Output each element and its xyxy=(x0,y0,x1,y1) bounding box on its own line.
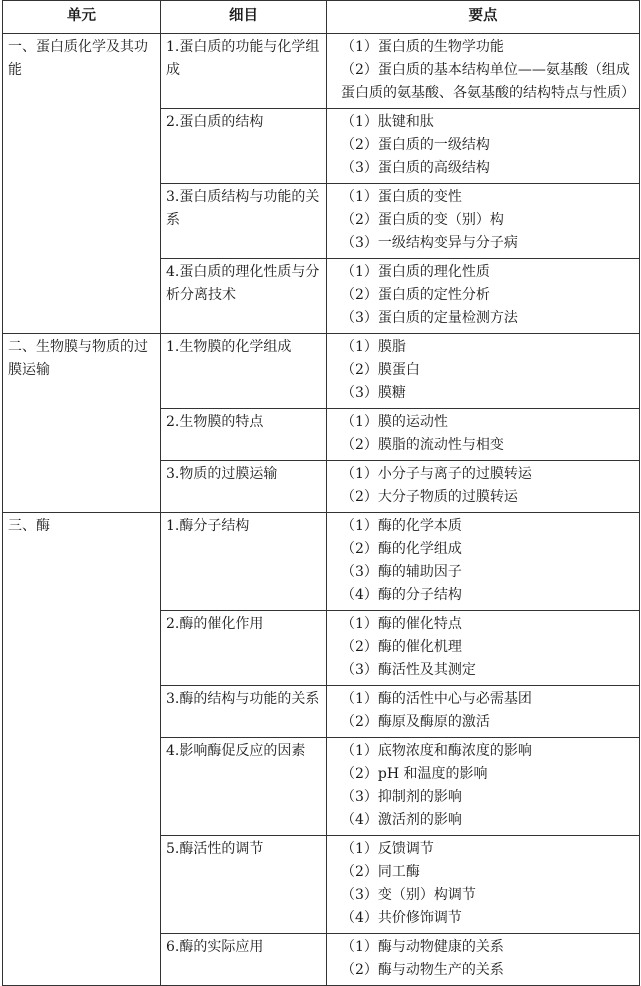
header-points: 要点 xyxy=(327,1,640,34)
key-point: （2）pH 和温度的影响 xyxy=(341,766,488,782)
key-point: （1）酶的催化特点 xyxy=(341,616,462,632)
key-point: （1）小分子与离子的过膜转运 xyxy=(341,466,532,482)
key-point: （2）膜蛋白 xyxy=(341,362,420,378)
key-point: （2）酶原及酶原的激活 xyxy=(341,714,490,730)
points-cell xyxy=(327,34,640,109)
item-name: 1.蛋白质的功能与化学组成 xyxy=(166,39,320,78)
key-point: （4）酶的分子结构 xyxy=(341,587,462,603)
key-point: （3）膜糖 xyxy=(341,385,406,401)
item-name: 4.影响酶促反应的因素 xyxy=(166,743,306,759)
points-cell xyxy=(327,513,640,611)
key-point: （1）酶的活性中心与必需基团 xyxy=(341,691,532,707)
points-cell xyxy=(327,738,640,836)
key-point: （2）同工酶 xyxy=(341,864,420,880)
key-point: （1）膜的运动性 xyxy=(341,414,448,430)
table-row xyxy=(3,34,640,109)
item-cell xyxy=(161,686,327,738)
unit-name: 二、生物膜与物质的过膜运输 xyxy=(8,339,148,378)
item-name: 2.生物膜的特点 xyxy=(166,414,264,430)
item-cell xyxy=(161,109,327,184)
item-cell xyxy=(161,738,327,836)
item-name: 1.酶分子结构 xyxy=(166,518,250,534)
item-cell xyxy=(161,836,327,934)
key-point: （1）蛋白质的生物学功能 xyxy=(341,39,504,55)
table-header xyxy=(3,1,640,34)
key-point: （3）变（别）构调节 xyxy=(341,887,476,903)
key-point: （1）酶与动物健康的关系 xyxy=(341,939,504,955)
item-name: 2.酶的催化作用 xyxy=(166,616,264,632)
key-point: （2）蛋白质的定性分析 xyxy=(341,287,490,303)
table-row xyxy=(3,513,640,611)
key-point: （3）抑制剂的影响 xyxy=(341,789,462,805)
item-cell xyxy=(161,934,327,986)
points-cell xyxy=(327,934,640,986)
item-cell xyxy=(161,513,327,611)
table-body xyxy=(3,34,640,986)
item-cell xyxy=(161,409,327,461)
item-name: 1.生物膜的化学组成 xyxy=(166,339,292,355)
unit-name: 三、酶 xyxy=(8,518,50,534)
key-point: （3）蛋白质的高级结构 xyxy=(341,160,490,176)
item-cell xyxy=(161,34,327,109)
item-cell xyxy=(161,461,327,513)
item-cell xyxy=(161,334,327,409)
key-point: （2）大分子物质的过膜转运 xyxy=(341,489,518,505)
table-row xyxy=(3,334,640,409)
key-point: （2）蛋白质的一级结构 xyxy=(341,137,490,153)
item-cell xyxy=(161,184,327,259)
item-cell xyxy=(161,611,327,686)
unit-cell xyxy=(3,34,161,334)
points-cell xyxy=(327,334,640,409)
key-point: （2）酶的催化机理 xyxy=(341,639,462,655)
points-cell xyxy=(327,461,640,513)
points-cell xyxy=(327,184,640,259)
unit-name: 一、蛋白质化学及其功能 xyxy=(8,39,148,78)
item-cell xyxy=(161,259,327,334)
item-name: 3.酶的结构与功能的关系 xyxy=(166,691,320,707)
key-point: （2）酶的化学组成 xyxy=(341,541,462,557)
item-name: 2.蛋白质的结构 xyxy=(166,114,264,130)
key-point: （1）蛋白质的变性 xyxy=(341,189,462,205)
key-point: （3）一级结构变异与分子病 xyxy=(341,235,518,251)
item-name: 3.物质的过膜运输 xyxy=(166,466,278,482)
key-point: （3）蛋白质的定量检测方法 xyxy=(341,310,518,326)
points-cell xyxy=(327,109,640,184)
key-point: （1）肽键和肽 xyxy=(341,114,434,130)
key-point: （1）蛋白质的理化性质 xyxy=(341,264,490,280)
points-cell xyxy=(327,686,640,738)
key-point: （3）酶活性及其测定 xyxy=(341,662,476,678)
item-name: 4.蛋白质的理化性质与分析分离技术 xyxy=(166,264,320,303)
header-row xyxy=(3,1,640,34)
key-point: （2）膜脂的流动性与相变 xyxy=(341,437,504,453)
item-name: 3.蛋白质结构与功能的关系 xyxy=(166,189,320,228)
key-point: （2）蛋白质的基本结构单位——氨基酸（组成蛋白质的氨基酸、各氨基酸的结构特点与性质） xyxy=(341,62,635,101)
key-point: （2）蛋白质的变（别）构 xyxy=(341,212,504,228)
syllabus-table xyxy=(2,0,640,986)
unit-cell xyxy=(3,334,161,513)
unit-cell xyxy=(3,513,161,986)
header-unit: 单元 xyxy=(3,1,161,34)
key-point: （1）反馈调节 xyxy=(341,841,434,857)
key-point: （1）底物浓度和酶浓度的影响 xyxy=(341,743,532,759)
points-cell xyxy=(327,611,640,686)
key-point: （4）共价修饰调节 xyxy=(341,910,462,926)
key-point: （4）激活剂的影响 xyxy=(341,812,462,828)
header-item: 细目 xyxy=(161,1,327,34)
points-cell xyxy=(327,409,640,461)
key-point: （1）酶的化学本质 xyxy=(341,518,462,534)
points-cell xyxy=(327,259,640,334)
key-point: （3）酶的辅助因子 xyxy=(341,564,462,580)
item-name: 6.酶的实际应用 xyxy=(166,939,264,955)
key-point: （1）膜脂 xyxy=(341,339,406,355)
points-cell xyxy=(327,836,640,934)
item-name: 5.酶活性的调节 xyxy=(166,841,264,857)
key-point: （2）酶与动物生产的关系 xyxy=(341,962,504,978)
